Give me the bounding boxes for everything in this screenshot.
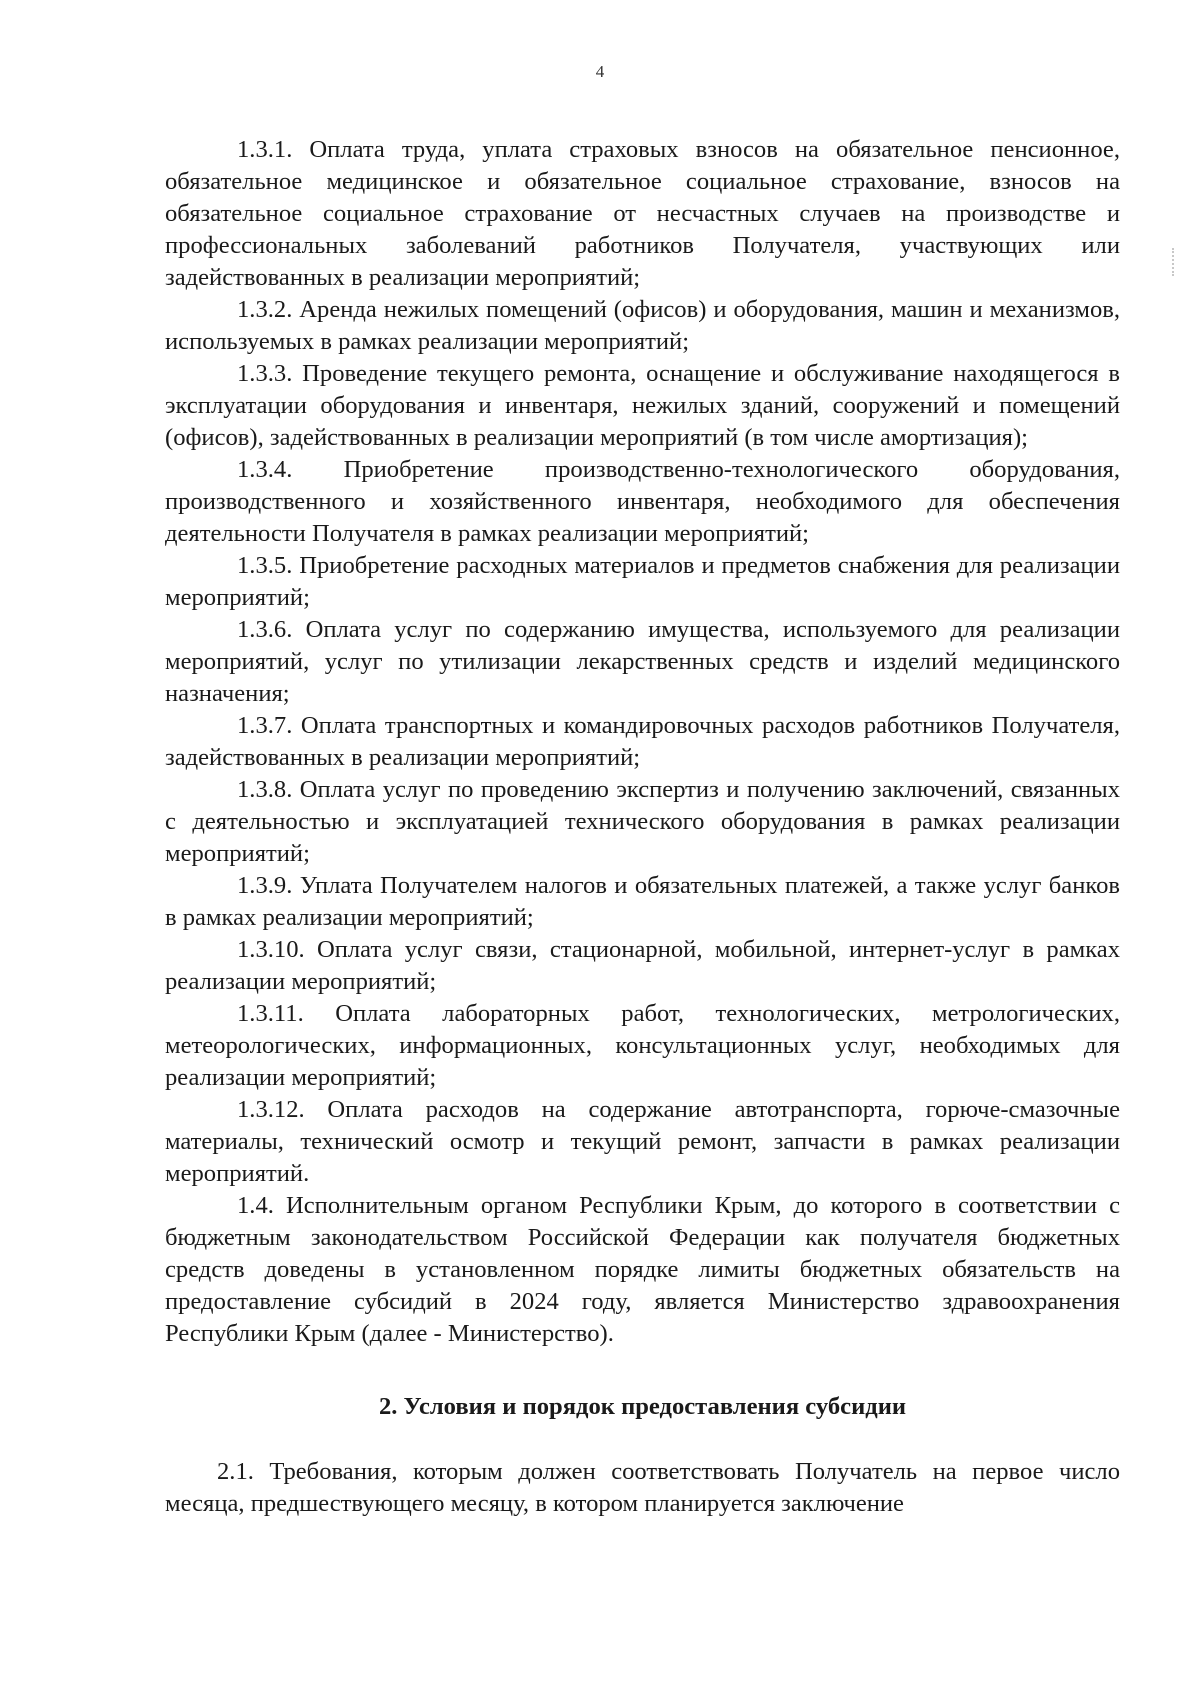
paragraph-1-3-2: 1.3.2. Аренда нежилых помещений (офисов) и оборудования, машин и механизмов, используемых в рамках реализации мероприятий; [165,296,1120,355]
scan-edge-mark [1172,248,1176,276]
paragraph-1-3-5: 1.3.5. Приобретение расходных материалов и предметов снабжения для реализации мероприятий; [165,552,1120,611]
paragraph-1-3-7: 1.3.7. Оплата транспортных и командировочных расходов работников Получателя, задействованных в реализации мероприятий; [165,712,1120,771]
paragraph-1-3-9: 1.3.9. Уплата Получателем налогов и обязательных платежей, а также услуг банков в рамках реализации мероприятий; [165,872,1120,931]
paragraph-1-3-8: 1.3.8. Оплата услуг по проведению экспертиз и получению заключений, связанных с деятельностью и эксплуатацией технического оборудования в рамках реализации мероприятий; [165,776,1120,867]
paragraph-1-3-1: 1.3.1. Оплата труда, уплата страховых взносов на обязательное пенсионное, обязательное медицинское и обязательное социальное страхование, взносов на обязательное социальное страхование от несчастных случаев на производстве и профессиональных заболеваний работников Получателя, участвующих или задействованных в реализации мероприятий; [165,136,1120,291]
paragraph-1-3-3: 1.3.3. Проведение текущего ремонта, оснащение и обслуживание находящегося в эксплуатации оборудования и инвентаря, нежилых зданий, сооружений и помещений (офисов), задействованных в реализации мероприятий (в том числе амортизация); [165,360,1120,451]
paragraph-1-3-12: 1.3.12. Оплата расходов на содержание автотранспорта, горюче-смазочные материалы, технический осмотр и текущий ремонт, запчасти в рамках реализации мероприятий. [165,1096,1120,1187]
paragraph-1-3-11: 1.3.11. Оплата лабораторных работ, технологических, метрологических, метеорологических, информационных, консультационных услуг, необходимых для реализации мероприятий; [165,1000,1120,1091]
paragraph-2-1: 2.1. Требования, которым должен соответствовать Получатель на первое число месяца, предшествующего месяцу, в котором планируется заключение [165,1458,1120,1517]
document-body [165,134,1120,1520]
page-number: 4 [595,62,605,81]
paragraph-1-3-10: 1.3.10. Оплата услуг связи, стационарной, мобильной, интернет-услуг в рамках реализации мероприятий; [165,936,1120,995]
section-heading: 2. Условия и порядок предоставления субсидии [378,1393,907,1420]
paragraph-1-3-4: 1.3.4. Приобретение производственно-технологического оборудования, производственного и хозяйственного инвентаря, необходимого для обеспечения деятельности Получателя в рамках реализации мероприятий; [165,456,1120,547]
paragraph-1-4: 1.4. Исполнительным органом Республики Крым, до которого в соответствии с бюджетным законодательством Российской Федерации как получателя бюджетных средств доведены в установленном порядке лимиты бюджетных обязательств на предоставление субсидий в 2024 году, является Министерство здравоохранения Республики Крым (далее - Министерство). [165,1192,1120,1347]
paragraph-1-3-6: 1.3.6. Оплата услуг по содержанию имущества, используемого для реализации мероприятий, услуг по утилизации лекарственных средств и изделий медицинского назначения; [165,616,1120,707]
